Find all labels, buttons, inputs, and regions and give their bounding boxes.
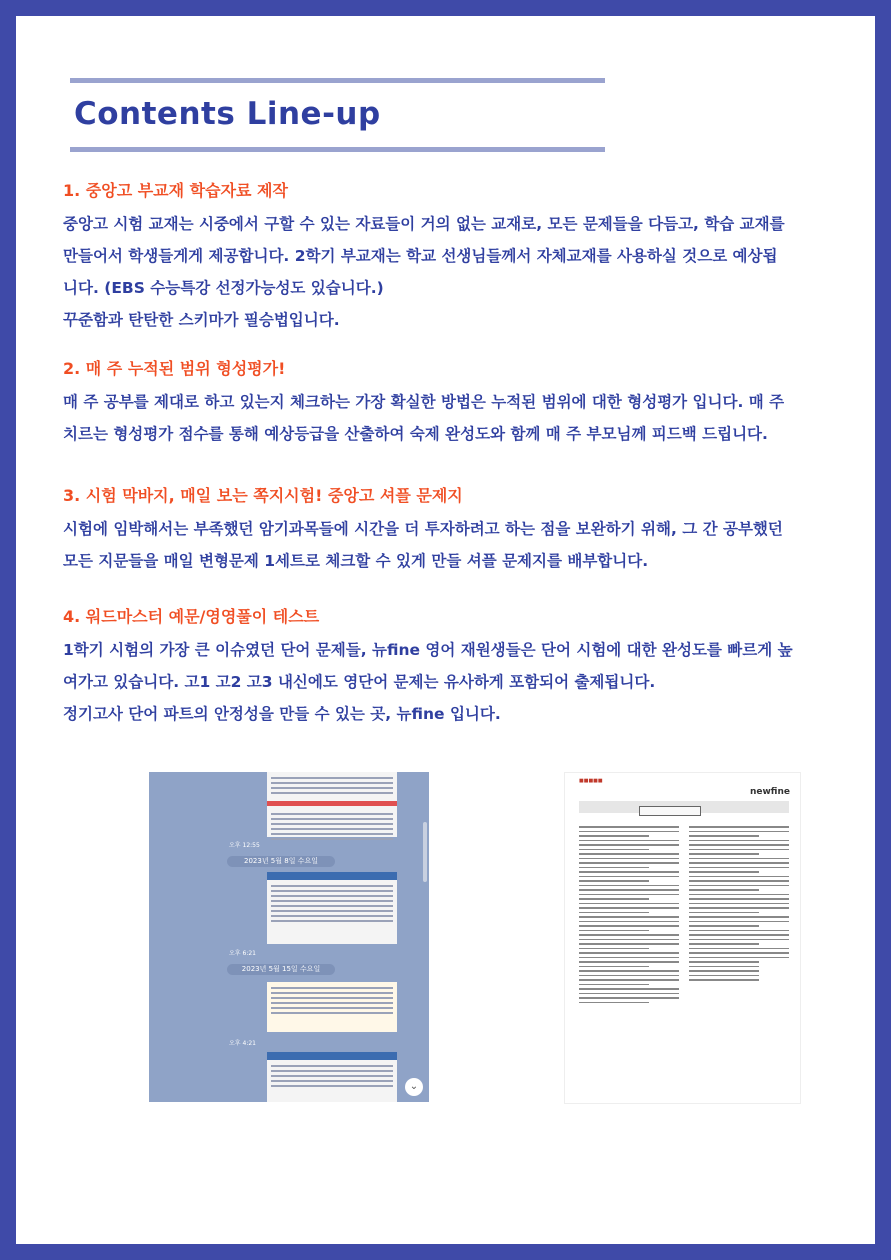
chat-card: [267, 1052, 397, 1102]
section-line: 치르는 형성평가 점수를 통해 예상등급을 산출하여 숙제 완성도와 함께 매 주 부모님께 피드백 드립니다.: [63, 425, 768, 443]
worksheet-column-right: [689, 823, 789, 984]
section-3: [63, 483, 853, 577]
section-heading: 1. 중앙고 부교재 학습자료 제작: [63, 181, 288, 200]
section-line: 1학기 시험의 가장 큰 이슈였던 단어 문제들, 뉴fine 영어 재원생들은 단어 시험에 대한 완성도를 빠르게 높: [63, 641, 793, 659]
section-4: [63, 604, 853, 730]
section-body: [63, 513, 853, 577]
scrollbar[interactable]: [423, 822, 427, 882]
chat-time: 오후 6:21: [229, 950, 256, 957]
chat-card: [267, 872, 397, 944]
section-line: 모든 지문들을 매일 변형문제 1세트로 체크할 수 있게 만들 셔플 문제지를 배부합니다.: [63, 552, 649, 570]
worksheet-tab: [579, 801, 789, 813]
section-line: 여가고 있습니다. 고1 고2 고3 내신에도 영단어 문제는 유사하게 포함되어 출제됩니다.: [63, 673, 656, 691]
section-body: [63, 634, 853, 730]
chat-time: 오후 4:21: [229, 1040, 256, 1047]
section-heading: 3. 시험 막바지, 매일 보는 쪽지시험! 중앙고 셔플 문제지: [63, 486, 463, 505]
section-line: 시험에 임박해서는 부족했던 암기과목들에 시간을 더 투자하려고 하는 점을 보완하기 위해, 그 간 공부했던: [63, 520, 783, 538]
title-rule-bottom: [70, 147, 605, 152]
section-body: [63, 208, 853, 336]
worksheet-logo: newfine: [749, 787, 790, 797]
page-title: Contents Line-up: [74, 96, 381, 132]
worksheet-header: ■■■■■: [579, 778, 603, 784]
worksheet-image: [564, 772, 801, 1104]
title-rule-top: [70, 78, 605, 83]
section-heading: 2. 매 주 누적된 범위 형성평가!: [63, 359, 286, 378]
section-line: 매 주 공부를 제대로 하고 있는지 체크하는 가장 확실한 방법은 누적된 범위에 대한 형성평가 입니다. 매 주: [63, 393, 785, 411]
chevron-down-icon[interactable]: ⌄: [405, 1078, 423, 1096]
chat-card: [267, 982, 397, 1032]
chat-date: 2023년 5월 8일 수요일: [227, 856, 335, 867]
section-1: [63, 178, 853, 336]
worksheet-column-left: [579, 823, 679, 1006]
section-line: 꾸준함과 탄탄한 스키마가 필승법입니다.: [63, 311, 340, 329]
section-heading: 4. 워드마스터 예문/영영풀이 테스트: [63, 607, 320, 626]
section-line: 중앙고 시험 교재는 시중에서 구할 수 있는 자료들이 거의 없는 교재로, 모든 문제들을 다듬고, 학습 교재를: [63, 215, 785, 233]
page: [16, 16, 875, 1244]
chat-date: 2023년 5월 15일 수요일: [227, 964, 335, 975]
section-line: 정기고사 단어 파트의 안정성을 만들 수 있는 곳, 뉴fine 입니다.: [63, 705, 501, 723]
section-line: 니다. (EBS 수능특강 선정가능성도 있습니다.): [63, 279, 384, 297]
chat-time: 오후 12:55: [229, 842, 260, 849]
chat-screenshot-image: [149, 772, 429, 1102]
section-line: 만들어서 학생들게게 제공합니다. 2학기 부교재는 학교 선생님들께서 자체교재를 사용하실 것으로 예상됩: [63, 247, 778, 265]
section-body: [63, 386, 853, 450]
section-2: [63, 356, 853, 450]
chat-card: [267, 772, 397, 837]
